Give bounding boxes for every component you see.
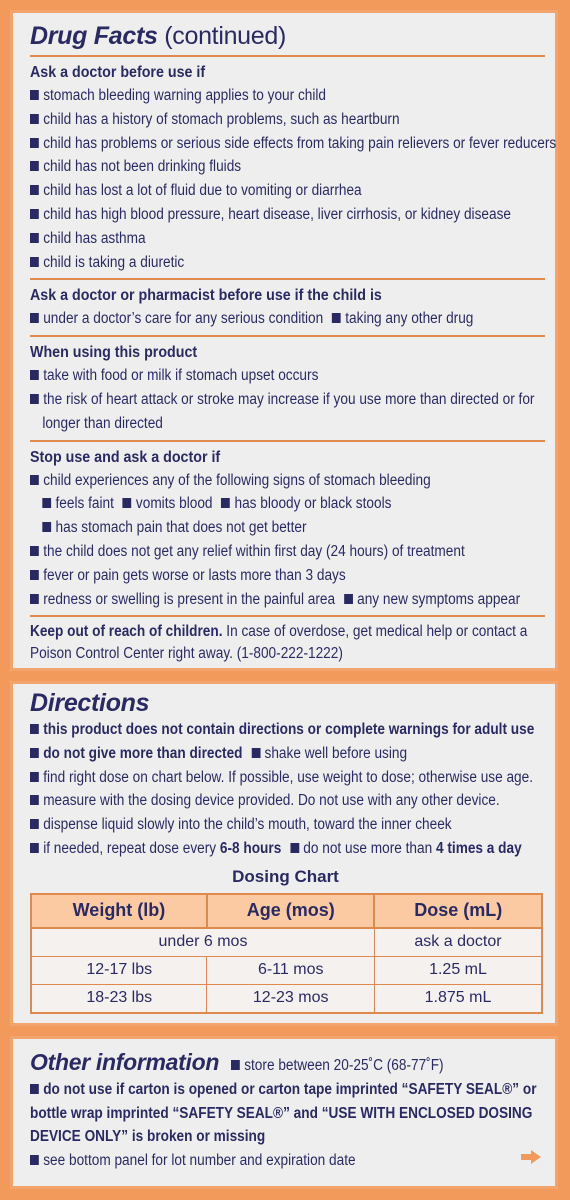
bullet-icon xyxy=(30,90,39,100)
stop-use-section xyxy=(30,446,541,612)
bullet-icon xyxy=(332,313,341,323)
ask-pharmacist-heading: Ask a doctor or pharmacist before use if the child is xyxy=(30,287,382,305)
divider xyxy=(30,278,545,280)
list-item: child is taking a diuretic xyxy=(30,251,480,275)
divider xyxy=(30,55,545,57)
keep-out-text: Keep out of reach of children. In case of overdose, get medical help or contact a xyxy=(30,623,528,641)
table-cell: 18-23 lbs xyxy=(31,984,207,1013)
table-cell: 1.25 mL xyxy=(374,956,542,984)
list-item: find right dose on chart below. If possible, use weight to dose; otherwise use age. xyxy=(30,766,480,790)
divider xyxy=(30,335,545,337)
dosing-chart-table xyxy=(30,893,543,1014)
bullet-icon xyxy=(30,475,39,485)
table-cell: under 6 mos xyxy=(31,928,374,957)
list-item: stomach bleeding warning applies to your child xyxy=(30,84,480,108)
bullet-icon xyxy=(30,313,39,323)
list-item-continued: bottle wrap imprinted “SAFETY SEAL®” and “USE WITH ENCLOSED DOSING xyxy=(30,1104,533,1122)
bullet-icon xyxy=(30,1084,39,1094)
ask-doctor-section xyxy=(30,61,557,274)
list-item: child has not been drinking fluids xyxy=(30,155,480,179)
ask-pharmacist-section xyxy=(30,284,541,331)
bullet-icon xyxy=(30,819,39,829)
bullet-icon xyxy=(30,546,39,556)
list-item: the child does not get any relief within first day (24 hours) of treatment xyxy=(30,540,480,564)
bullet-icon xyxy=(42,498,51,508)
list-item: measure with the dosing device provided. Do not use with any other device. xyxy=(30,789,480,813)
bullet-icon xyxy=(30,570,39,580)
list-subitem: has stomach pain that does not get better xyxy=(30,516,480,540)
list-item: do not use if carton is opened or carton tape imprinted “SAFETY SEAL®” or xyxy=(30,1078,480,1102)
bullet-icon xyxy=(344,594,353,604)
dosing-chart-title: Dosing Chart xyxy=(232,866,339,886)
bullet-icon xyxy=(30,594,39,604)
bullet-icon xyxy=(231,1060,240,1070)
list-item: this product does not contain directions or complete warnings for adult use xyxy=(30,718,480,742)
list-subitem: feels faint vomits blood has bloody or black stools xyxy=(30,492,480,516)
table-header-row xyxy=(31,894,542,928)
when-using-heading: When using this product xyxy=(30,344,198,362)
keep-out-text-continued: Poison Control Center right away. (1-800-222-1222) xyxy=(30,645,343,663)
stop-use-heading: Stop use and ask a doctor if xyxy=(30,448,221,466)
drug-facts-title: Drug Facts (continued) xyxy=(30,22,287,50)
column-header-age: Age (mos) xyxy=(207,894,375,928)
bullet-icon xyxy=(30,724,39,734)
table-cell: 12-23 mos xyxy=(207,984,375,1013)
when-using-section xyxy=(30,341,541,435)
bullet-icon xyxy=(42,522,51,532)
directions-panel xyxy=(10,681,558,1026)
bullet-icon xyxy=(30,161,39,171)
list-item: child has asthma xyxy=(30,227,480,251)
bullet-icon xyxy=(30,394,39,404)
table-cell: 1.875 mL xyxy=(374,984,542,1013)
list-item: do not give more than directed shake well before using xyxy=(30,742,480,766)
table-row xyxy=(31,928,542,957)
list-item: child experiences any of the following signs of stomach bleeding xyxy=(30,469,480,493)
ask-doctor-heading: Ask a doctor before use if xyxy=(30,64,206,81)
list-item-continued: DEVICE ONLY” is broken or missing xyxy=(30,1128,266,1146)
list-item: child has lost a lot of fluid due to vomiting or diarrhea xyxy=(30,179,480,203)
list-item: redness or swelling is present in the painful area any new symptoms appear xyxy=(30,588,480,612)
bullet-icon xyxy=(30,843,39,853)
list-item-continued: longer than directed xyxy=(42,414,163,432)
keep-out-section xyxy=(30,621,541,665)
other-info-header-line: Other information store between 20-25˚C (68-77˚F) xyxy=(30,1049,445,1075)
table-row xyxy=(31,956,542,984)
list-item: child has problems or serious side effects from taking pain relievers or fever reducers xyxy=(30,132,480,156)
drug-facts-panel xyxy=(10,10,558,671)
list-item: see bottom panel for lot number and expiration date xyxy=(30,1149,480,1173)
directions-title: Directions xyxy=(30,689,150,717)
column-header-dose: Dose (mL) xyxy=(374,894,542,928)
bullet-icon xyxy=(30,748,39,758)
table-cell: ask a doctor xyxy=(374,928,542,957)
bullet-icon xyxy=(221,498,230,508)
divider xyxy=(30,615,545,617)
column-header-weight: Weight (lb) xyxy=(31,894,207,928)
bullet-icon xyxy=(30,795,39,805)
other-information-title: Other information xyxy=(30,1049,220,1075)
list-item: the risk of heart attack or stroke may increase if you use more than directed or for xyxy=(30,388,480,412)
table-cell: 6-11 mos xyxy=(207,956,375,984)
list-item: dispense liquid slowly into the child’s mouth, toward the inner cheek xyxy=(30,813,480,837)
list-item: child has high blood pressure, heart disease, liver cirrhosis, or kidney disease xyxy=(30,203,480,227)
other-information-panel xyxy=(10,1036,558,1189)
bullet-icon xyxy=(30,209,39,219)
bullet-icon xyxy=(30,257,39,267)
list-item: under a doctor’s care for any serious condition taking any other drug xyxy=(30,307,480,331)
bullet-icon xyxy=(123,498,132,508)
table-row xyxy=(31,984,542,1013)
bullet-icon xyxy=(30,138,39,148)
list-item: child has a history of stomach problems, such as heartburn xyxy=(30,108,480,132)
table-cell: 12-17 lbs xyxy=(31,956,207,984)
list-item: take with food or milk if stomach upset occurs xyxy=(30,364,480,388)
arrow-right-icon xyxy=(521,1150,541,1164)
bullet-icon xyxy=(30,233,39,243)
bullet-icon xyxy=(251,748,260,758)
list-item: if needed, repeat dose every 6-8 hours do not use more than 4 times a day xyxy=(30,837,480,861)
bullet-icon xyxy=(290,843,299,853)
list-item: fever or pain gets worse or lasts more than 3 days xyxy=(30,564,480,588)
bullet-icon xyxy=(30,114,39,124)
bullet-icon xyxy=(30,370,39,380)
divider xyxy=(30,440,545,442)
bullet-icon xyxy=(30,185,39,195)
bullet-icon xyxy=(30,772,39,782)
bullet-icon xyxy=(30,1155,39,1165)
